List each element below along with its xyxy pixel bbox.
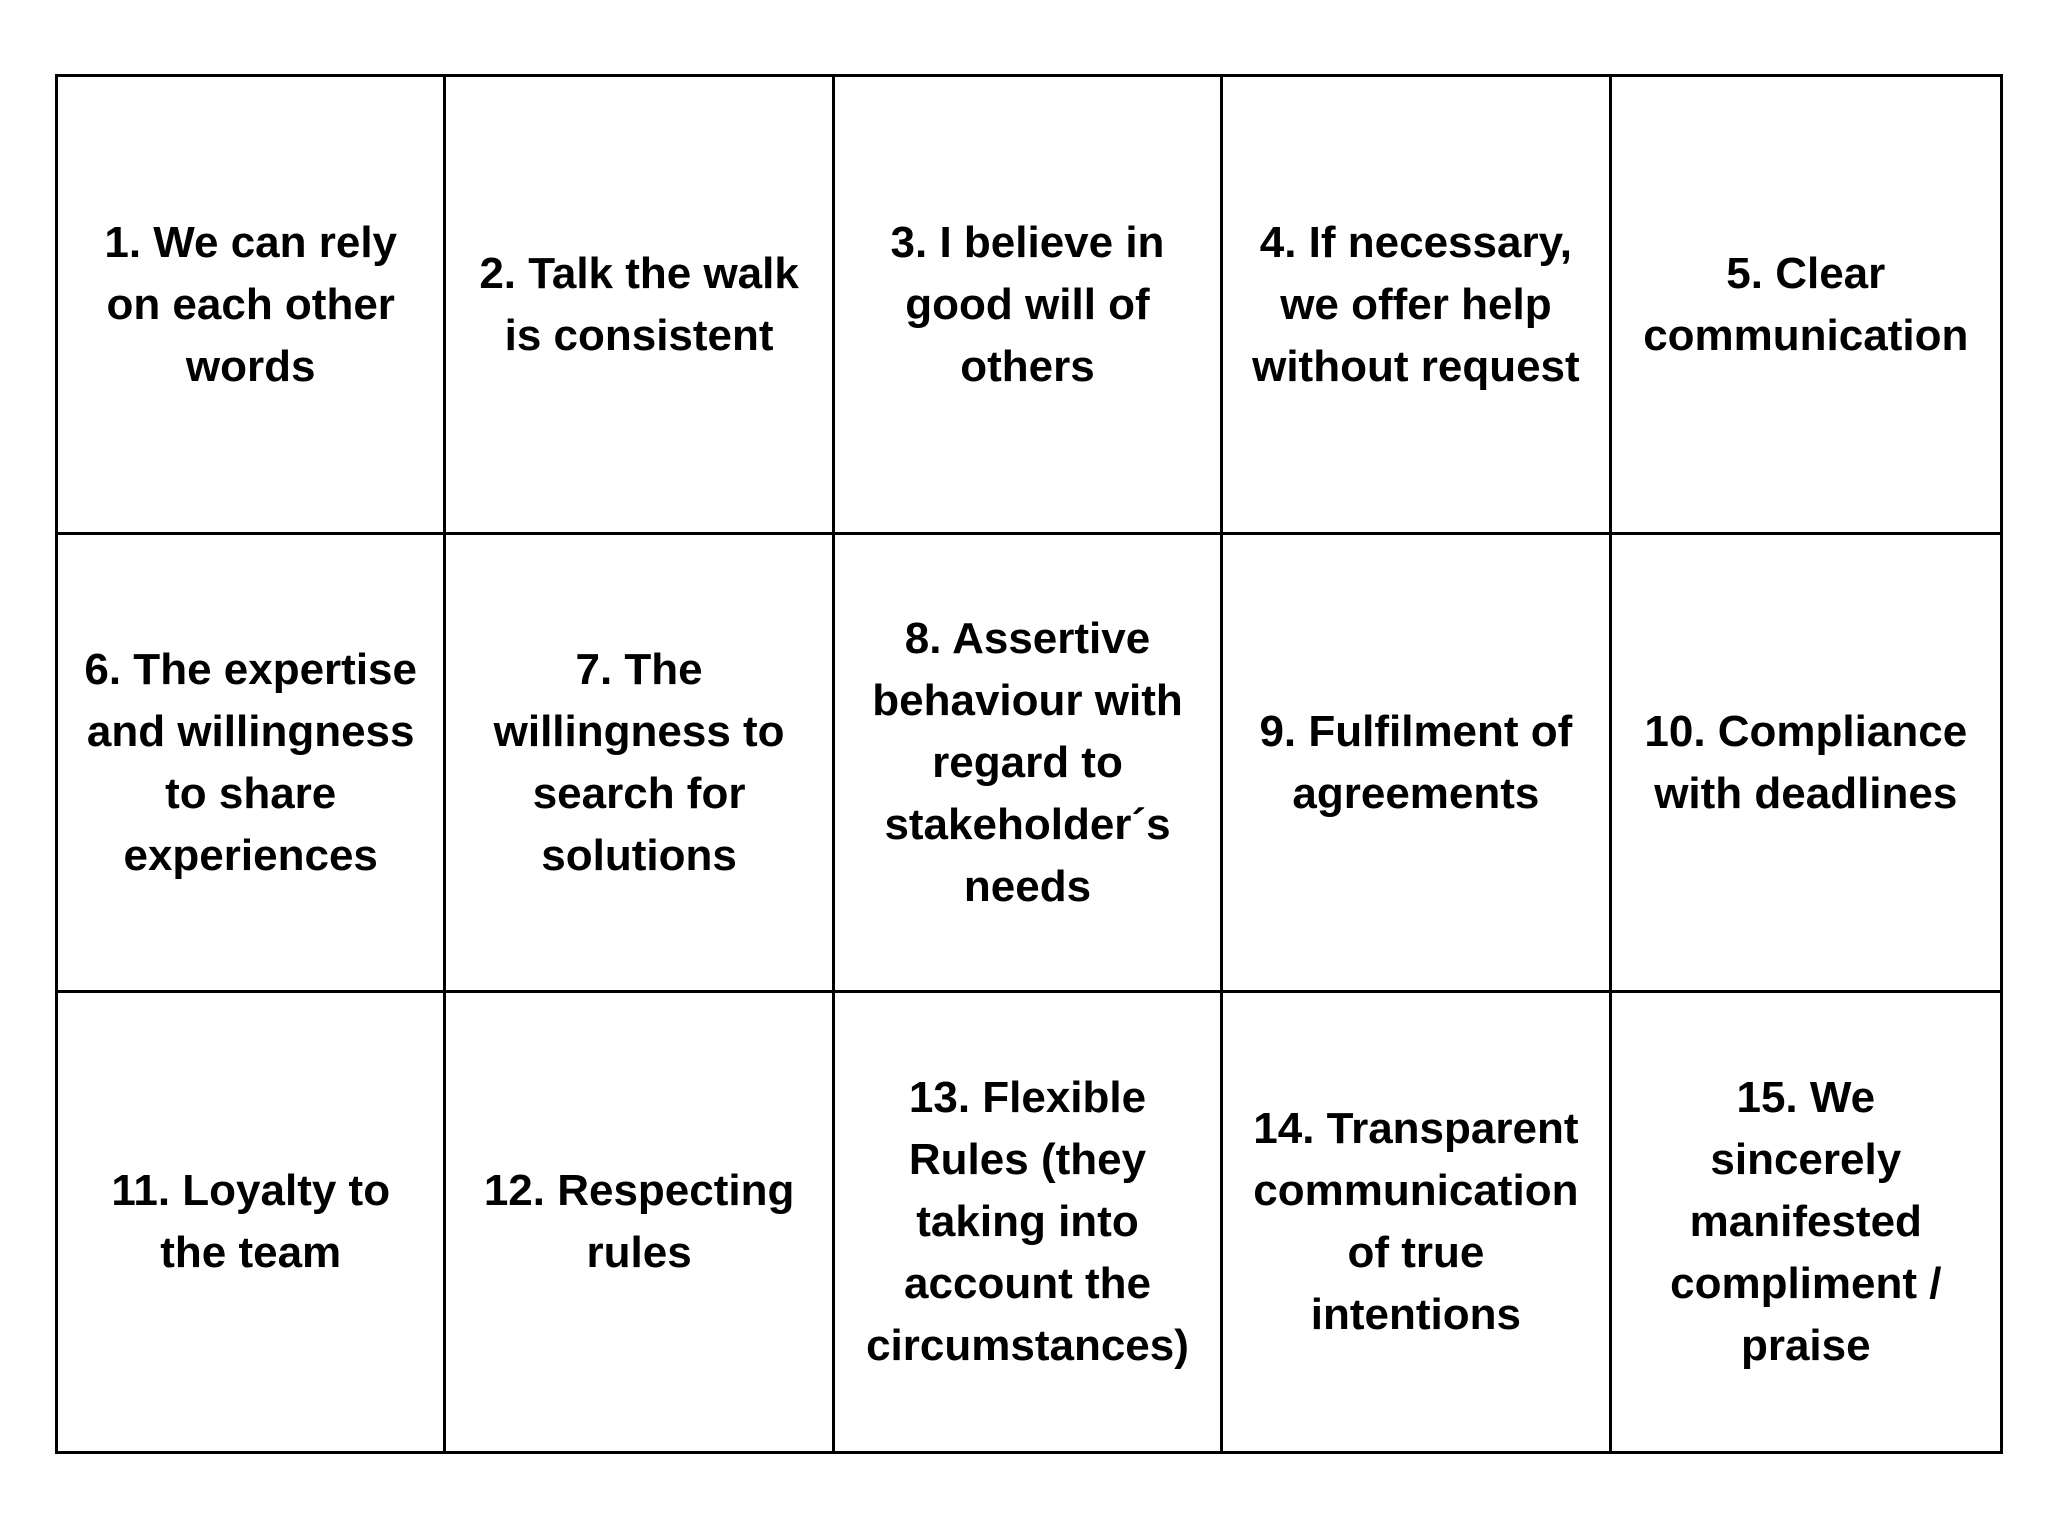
card-9: 9. Fulfilment of agreements bbox=[1223, 535, 1611, 993]
card-7: 7. The willingness to search for solutions bbox=[446, 535, 834, 993]
card-14: 14. Transparent communication of true intentions bbox=[1223, 993, 1611, 1451]
card-12: 12. Respecting rules bbox=[446, 993, 834, 1451]
card-4: 4. If necessary, we offer help without request bbox=[1223, 77, 1611, 535]
card-11: 11. Loyalty to the team bbox=[58, 993, 446, 1451]
card-6: 6. The expertise and willingness to share experiences bbox=[58, 535, 446, 993]
card-15: 15. We sincerely manifested compliment / praise bbox=[1670, 1073, 1942, 1370]
card-13: 13. Flexible Rules (they taking into account the circumstances) bbox=[835, 993, 1223, 1451]
card-10: 10. Compliance with deadlines bbox=[1612, 535, 2000, 993]
card-5: 5. Clear communication bbox=[1612, 77, 2000, 535]
card-3: 3. I believe in good will of others bbox=[835, 77, 1223, 535]
card-2: 2. Talk the walk is consistent bbox=[446, 77, 834, 535]
trust-card-grid bbox=[55, 74, 2003, 1454]
card-1: 1. We can rely on each other words bbox=[58, 77, 446, 535]
card-8: 8. Assertive behaviour with regard to stakeholder´s needs bbox=[835, 535, 1223, 993]
